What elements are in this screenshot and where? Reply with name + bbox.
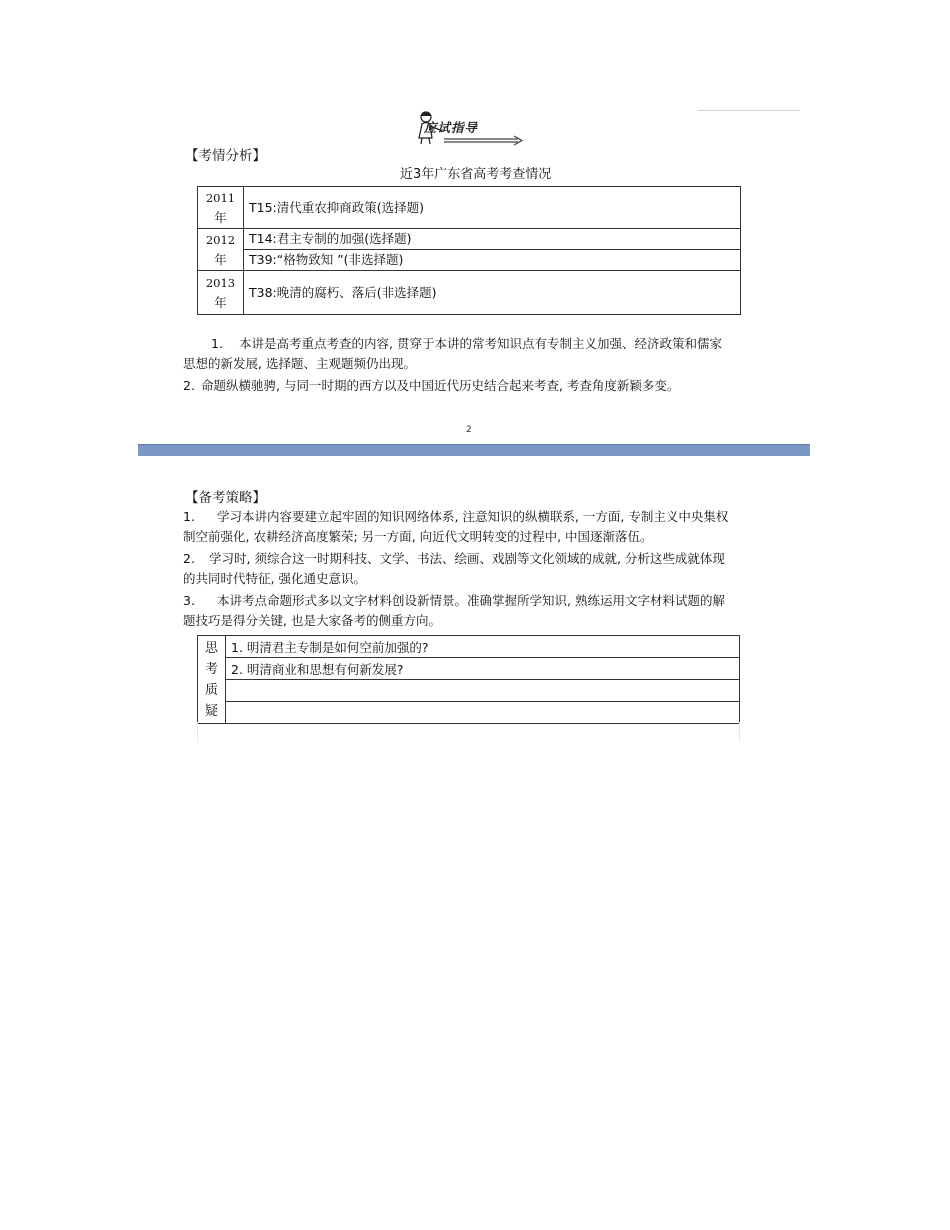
exam-item: T14:君主专制的加强(选择题) bbox=[244, 229, 741, 250]
page-number: 2 bbox=[466, 425, 472, 435]
think-question-label bbox=[198, 636, 226, 724]
table-row bbox=[198, 636, 740, 658]
table-title: 近3年广东省高考考查情况 bbox=[400, 167, 552, 182]
exam-item: T38:晚清的腐朽、落后(非选择题) bbox=[244, 271, 741, 315]
strategy-heading: 【备考策略】 bbox=[185, 490, 266, 506]
table-row bbox=[198, 680, 740, 702]
page-divider bbox=[138, 444, 810, 456]
label-char: 质 bbox=[204, 682, 218, 698]
year-cell bbox=[198, 187, 244, 229]
analysis-heading: 【考情分析】 bbox=[185, 148, 266, 164]
strategy-paragraph-2 bbox=[183, 549, 783, 589]
think-question-table bbox=[197, 635, 740, 724]
paragraph-text: 思想的新发展, 选择题、主观题频仍出现。 bbox=[183, 356, 416, 371]
table-row bbox=[198, 187, 741, 229]
exam-item: T39:“格物致知 ”(非选择题) bbox=[244, 250, 741, 271]
year-number: 2011 bbox=[205, 190, 236, 205]
analysis-paragraph-1 bbox=[183, 334, 783, 374]
analysis-paragraph-2 bbox=[183, 376, 783, 396]
label-char: 疑 bbox=[204, 703, 218, 719]
table-row bbox=[198, 271, 741, 315]
year-cell bbox=[198, 229, 244, 271]
faint-border bbox=[739, 722, 740, 742]
table-row bbox=[198, 250, 741, 271]
strategy-paragraph-3 bbox=[183, 591, 783, 631]
paragraph-text: 制空前强化, 农耕经济高度繁荣; 另一方面, 向近代文明转变的过程中, 中国逐渐落伍。 bbox=[183, 529, 653, 544]
year-number: 2012 bbox=[205, 232, 236, 247]
faint-border bbox=[197, 722, 198, 742]
paragraph-text: 学习本讲内容要建立起牢固的知识网络体系, 注意知识的纵横联系, 一方面, 专制主义中央集权 bbox=[217, 509, 729, 524]
answer-cell[interactable] bbox=[226, 680, 740, 702]
header-rule bbox=[698, 110, 800, 111]
paragraph-text: 的共同时代特征, 强化通史意识。 bbox=[183, 571, 366, 586]
question-cell: 1. 明清君主专制是如何空前加强的? bbox=[226, 636, 740, 658]
exam-guide-banner bbox=[410, 108, 530, 148]
year-suffix: 年 bbox=[214, 209, 227, 225]
paragraph-number: 1. bbox=[211, 336, 223, 351]
year-suffix: 年 bbox=[214, 294, 227, 310]
strategy-paragraph-1 bbox=[183, 507, 783, 547]
question-cell: 2. 明清商业和思想有何新发展? bbox=[226, 658, 740, 680]
paragraph-text: 本讲考点命题形式多以文字材料创设新情景。准确掌握所学知识, 熟练运用文字材料试题的解 bbox=[217, 593, 725, 608]
paragraph-number: 2. bbox=[183, 378, 195, 393]
banner-label: 应试指导 bbox=[424, 120, 479, 135]
label-char: 考 bbox=[204, 661, 218, 677]
paragraph-number: 1. bbox=[183, 509, 195, 524]
answer-cell[interactable] bbox=[226, 702, 740, 724]
table-row bbox=[198, 702, 740, 724]
table-row bbox=[198, 229, 741, 250]
year-suffix: 年 bbox=[214, 251, 227, 267]
paragraph-text: 学习时, 须综合这一时期科技、文学、书法、绘画、戏剧等文化领域的成就, 分析这些成就体现 bbox=[209, 551, 725, 566]
paragraph-number: 3. bbox=[183, 593, 195, 608]
year-number: 2013 bbox=[205, 275, 236, 290]
exam-item: T15:清代重农抑商政策(选择题) bbox=[244, 187, 741, 229]
exam-history-table bbox=[197, 186, 741, 315]
paragraph-number: 2. bbox=[183, 551, 195, 566]
year-cell bbox=[198, 271, 244, 315]
paragraph-text: 命题纵横驰骋, 与同一时期的西方以及中国近代历史结合起来考查, 考查角度新颖多变。 bbox=[201, 378, 680, 393]
label-char: 思 bbox=[204, 640, 218, 656]
paragraph-text: 本讲是高考重点考查的内容, 贯穿于本讲的常考知识点有专制主义加强、经济政策和儒家 bbox=[239, 336, 722, 351]
paragraph-text: 题技巧是得分关键, 也是大家备考的侧重方向。 bbox=[183, 613, 441, 628]
table-row bbox=[198, 658, 740, 680]
